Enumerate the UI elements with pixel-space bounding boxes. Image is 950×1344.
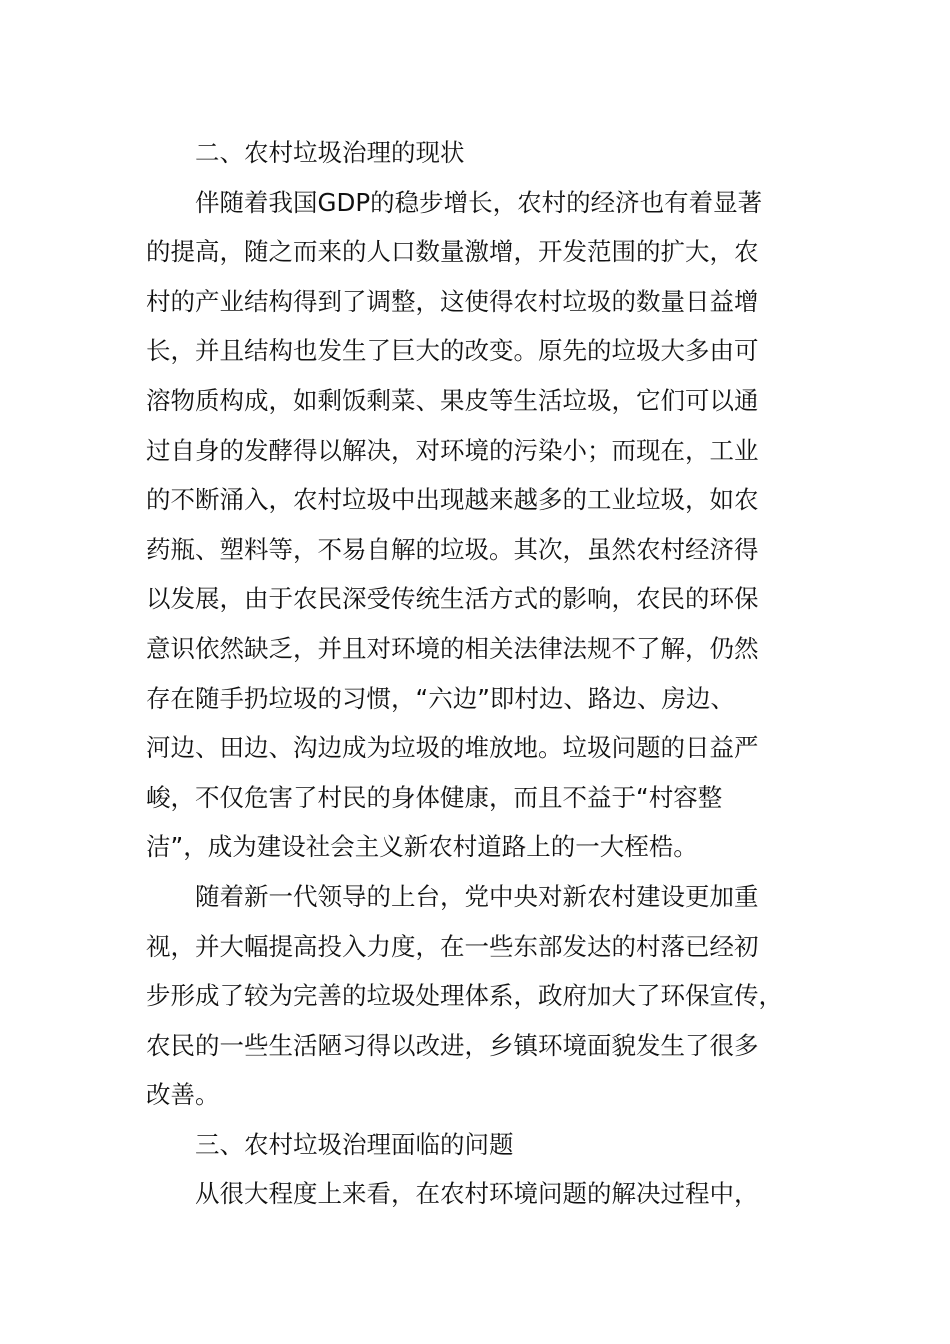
paragraph-1-line-14: 洁”，成为建设社会主义新农村道路上的一大桎梏。	[146, 832, 698, 862]
paragraph-1-line-13: 峻，不仅危害了村民的身体健康，而且不益于“村容整	[146, 782, 723, 812]
paragraph-2-line-2: 视，并大幅提高投入力度，在一些东部发达的村落已经初	[146, 931, 759, 961]
paragraph-1-line-12: 河边、田边、沟边成为垃圾的堆放地。垃圾问题的日益严	[146, 733, 759, 763]
paragraph-1-line-3: 村的产业结构得到了调整，这使得农村垃圾的数量日益增	[146, 286, 759, 316]
paragraph-1-line-4: 长，并且结构也发生了巨大的改变。原先的垃圾大多由可	[146, 336, 759, 366]
document-body	[146, 128, 806, 1219]
paragraph-1-line-1: 伴随着我国GDP的稳步增长，农村的经济也有着显著	[195, 187, 763, 217]
paragraph-1-line-2: 的提高，随之而来的人口数量激增，开发范围的扩大，农	[146, 237, 759, 267]
paragraph-1-line-5: 溶物质构成，如剩饭剩菜、果皮等生活垃圾，它们可以通	[146, 385, 759, 415]
section-heading-2: 二、农村垃圾治理的现状	[195, 138, 465, 167]
paragraph-1-line-9: 以发展，由于农民深受传统生活方式的影响，农民的环保	[146, 584, 759, 614]
paragraph-1-line-10: 意识依然缺乏，并且对环境的相关法律法规不了解，仍然	[146, 633, 759, 663]
paragraph-1-line-6: 过自身的发酵得以解决，对环境的污染小；而现在，工业	[146, 435, 759, 465]
paragraph-1-line-11: 存在随手扔垃圾的习惯，“六边”即村边、路边、房边、	[146, 683, 735, 713]
paragraph-1-line-7: 的不断涌入，农村垃圾中出现越来越多的工业垃圾，如农	[146, 485, 759, 515]
paragraph-2-line-1: 随着新一代领导的上台，党中央对新农村建设更加重	[195, 881, 759, 911]
paragraph-1-line-8: 药瓶、塑料等，不易自解的垃圾。其次，虽然农村经济得	[146, 534, 759, 564]
section-heading-3: 三、农村垃圾治理面临的问题	[195, 1129, 514, 1159]
paragraph-2-line-3: 步形成了较为完善的垃圾处理体系，政府加大了环保宣传，	[146, 981, 783, 1011]
paragraph-3-line-1: 从很大程度上来看，在农村环境问题的解决过程中，	[195, 1179, 759, 1209]
paragraph-2-line-4: 农民的一些生活陋习得以改进，乡镇环境面貌发生了很多	[146, 1030, 759, 1060]
paragraph-2-line-5: 改善。	[146, 1080, 220, 1110]
